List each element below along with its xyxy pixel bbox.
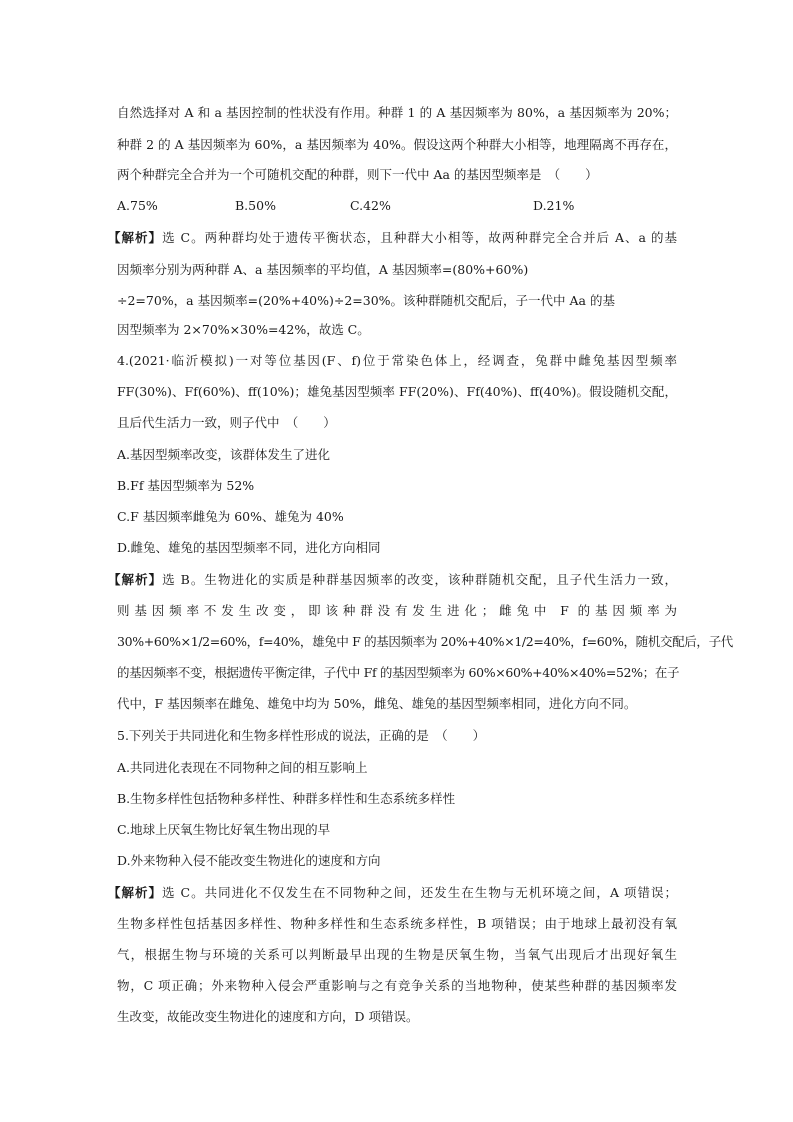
q3-analysis-text-1: 选 C。两种群均处于遗传平衡状态，且种群大小相等，故两种群完全合并后 A、a 的基 <box>162 230 677 245</box>
q4-stem-line-2: FF(30%)、Ff(60%)、ff(10%)；雄兔基因型频率 FF(20%)、Ff(40%)、ff(40%)。假设随机交配， <box>117 384 677 399</box>
q5-analysis-line-3: 气，根据生物与环境的关系可以判断最早出现的生物是厌氧生物，当氧气出现后才出现好氧生 <box>117 947 677 962</box>
q4-option-d: D.雌兔、雄兔的基因型频率不同，进化方向相同 <box>117 540 381 555</box>
q4-analysis-line-2: 则基因频率不发生改变，即该种群没有发生进化；雌兔中 F 的基因频率为 <box>117 603 677 618</box>
q5-stem-line-1: 5.下列关于共同进化和生物多样性形成的说法，正确的是 （ ） <box>117 728 486 743</box>
q3-option-c: C.42% <box>350 198 391 213</box>
q5-analysis-line-1 <box>108 885 677 901</box>
q3-option-d: D.21% <box>533 198 575 213</box>
q4-option-b: B.Ff 基因型频率为 52% <box>117 478 255 493</box>
q3-stem-line-1: 自然选择对 A 和 a 基因控制的性状没有作用。种群 1 的 A 基因频率为 80%，a 基因频率为 20%； <box>117 105 677 120</box>
q5-option-c: C.地球上厌氧生物比好氧生物出现的早 <box>117 822 331 837</box>
q3-stem-line-3: 两个种群完全合并为一个可随机交配的种群，则下一代中 Aa 的基因型频率是 （ ） <box>117 167 598 182</box>
analysis-label: 【解析】 <box>108 230 163 245</box>
q4-analysis-line-3: 30%+60%×1/2=60%，f=40%，雄兔中 F 的基因频率为 20%+40%×1/2=40%，f=60%，随机交配后，子代 <box>117 634 733 649</box>
q3-analysis-line-2: 因频率分别为两种群 A、a 基因频率的平均值，A 基因频率=(80%+60%) <box>117 262 529 277</box>
analysis-label: 【解析】 <box>108 572 163 587</box>
q3-stem-line-2: 种群 2 的 A 基因频率为 60%，a 基因频率为 40%。假设这两个种群大小相等，地理隔离不再存在， <box>117 137 677 152</box>
q3-analysis-line-1 <box>108 230 677 246</box>
q5-analysis-text-1: 选 C。共同进化不仅发生在不同物种之间，还发生在生物与无机环境之间，A 项错误； <box>162 885 677 900</box>
q4-option-c: C.F 基因频率雌兔为 60%、雄兔为 40% <box>117 509 344 524</box>
q4-analysis-line-4: 的基因频率不变，根据遗传平衡定律，子代中 Ff 的基因型频率为 60%×60%+40%×40%=52%；在子 <box>117 665 680 680</box>
q3-option-a: A.75% <box>117 198 158 213</box>
q3-analysis-line-4: 因型频率为 2×70%×30%=42%，故选 C。 <box>117 322 370 337</box>
analysis-label: 【解析】 <box>108 885 163 900</box>
q5-analysis-line-2: 生物多样性包括基因多样性、物种多样性和生态系统多样性，B 项错误；由于地球上最初没有氧 <box>117 916 677 931</box>
q5-option-a: A.共同进化表现在不同物种之间的相互影响上 <box>117 760 368 775</box>
q4-option-a: A.基因型频率改变，该群体发生了进化 <box>117 447 331 462</box>
q4-stem-line-1: 4.(2021·临沂模拟)一对等位基因(F、f)位于常染色体上，经调查，兔群中雌兔基因型频率 <box>117 353 677 368</box>
q4-analysis-text-1: 选 B。生物进化的实质是种群基因频率的改变，该种群随机交配，且子代生活力一致， <box>162 572 677 587</box>
q5-analysis-line-4: 物，C 项正确；外来物种入侵会严重影响与之有竞争关系的当地物种，使某些种群的基因频率发 <box>117 978 677 993</box>
q5-analysis-line-5: 生改变，故能改变生物进化的速度和方向，D 项错误。 <box>117 1009 419 1024</box>
q3-options <box>117 198 677 214</box>
q5-option-d: D.外来物种入侵不能改变生物进化的速度和方向 <box>117 853 381 868</box>
q5-option-b: B.生物多样性包括物种多样性、种群多样性和生态系统多样性 <box>117 791 456 806</box>
q3-option-b: B.50% <box>235 198 276 213</box>
q4-stem-line-3: 且后代生活力一致，则子代中 （ ） <box>117 415 336 430</box>
q4-analysis-line-1 <box>108 572 677 588</box>
q4-analysis-line-5: 代中，F 基因频率在雌兔、雄兔中均为 50%，雌兔、雄兔的基因型频率相同，进化方向不同。 <box>117 696 637 711</box>
q3-analysis-line-3: ÷2=70%，a 基因频率=(20%+40%)÷2=30%。该种群随机交配后，子一代中 Aa 的基 <box>117 293 615 308</box>
